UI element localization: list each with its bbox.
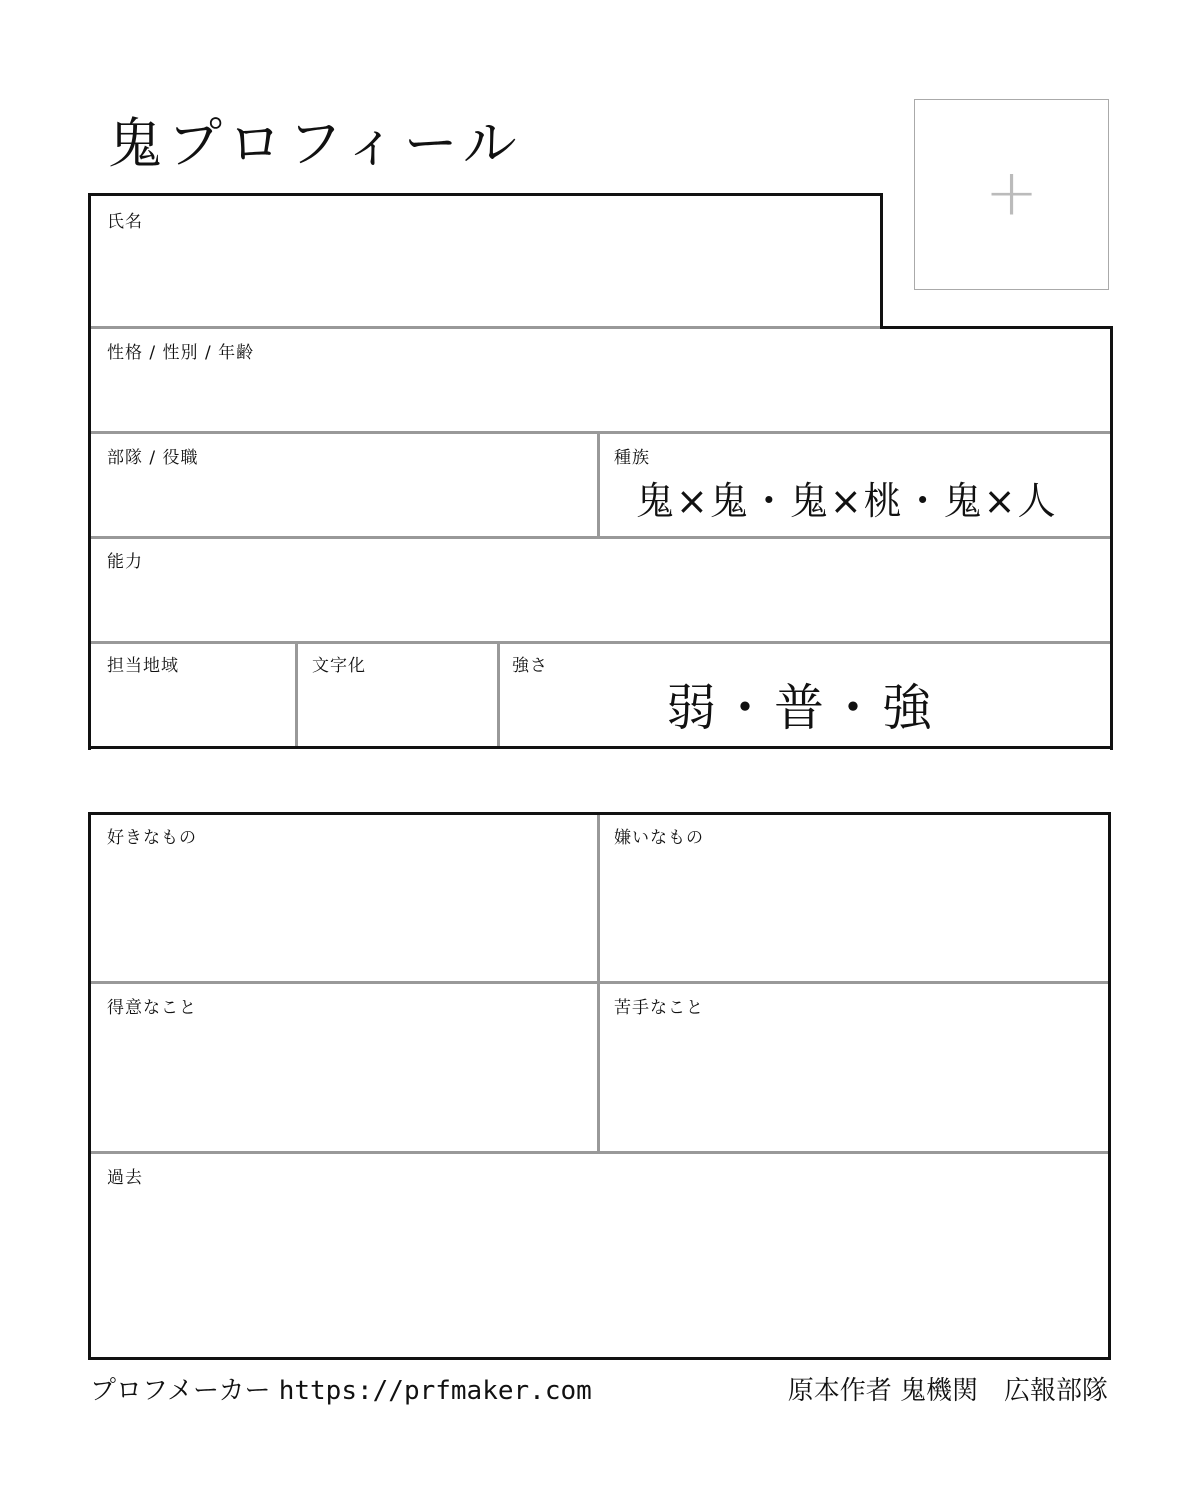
strength-label: 強さ <box>512 656 548 676</box>
frame2-right <box>1108 812 1111 1360</box>
plus-icon: + <box>984 156 1039 231</box>
good-at-label: 得意なこと <box>107 998 197 1018</box>
divider2-row2 <box>91 1151 1108 1154</box>
frame-left <box>88 193 91 750</box>
verbalize-label: 文字化 <box>312 656 366 676</box>
divider-unit-race <box>597 434 600 536</box>
likes-label: 好きなもの <box>107 828 197 848</box>
dislikes-label: 嫌いなもの <box>614 828 704 848</box>
race-label: 種族 <box>614 448 650 468</box>
page-title: 鬼プロフィール <box>108 112 523 175</box>
maker-name: プロフメーカー <box>90 1376 271 1406</box>
region-label: 担当地域 <box>107 656 179 676</box>
unit-role-label: 部隊 / 役職 <box>107 448 199 468</box>
name-label: 氏名 <box>107 212 143 232</box>
strength-options: 弱・普・強 <box>666 679 936 737</box>
divider-row1 <box>91 326 880 329</box>
frame-notch-top <box>880 326 1113 329</box>
footer-credit: 原本作者 鬼機関 広報部隊 <box>787 1376 1108 1406</box>
divider2-vertical <box>597 815 600 1151</box>
divider-region-verbalize <box>295 644 298 746</box>
photo-upload-box[interactable] <box>914 99 1109 290</box>
divider-row4 <box>91 641 1110 644</box>
frame2-bottom <box>88 1357 1111 1360</box>
frame2-left <box>88 812 91 1360</box>
divider-row3 <box>91 536 1110 539</box>
frame-bottom <box>88 746 1113 749</box>
maker-url[interactable]: https://prfmaker.com <box>278 1376 592 1406</box>
frame-top <box>88 193 883 196</box>
frame-right <box>1110 326 1113 750</box>
past-label: 過去 <box>107 1168 143 1188</box>
race-options: 鬼×鬼・鬼×桃・鬼×人 <box>636 479 1058 523</box>
bad-at-label: 苦手なこと <box>614 998 704 1018</box>
personality-gender-age-label: 性格 / 性別 / 年齢 <box>107 343 255 363</box>
divider-verbalize-strength <box>497 644 500 746</box>
footer-maker <box>90 1376 592 1406</box>
ability-label: 能力 <box>107 552 143 572</box>
divider-row2 <box>91 431 1110 434</box>
frame-notch-vertical <box>880 193 883 329</box>
